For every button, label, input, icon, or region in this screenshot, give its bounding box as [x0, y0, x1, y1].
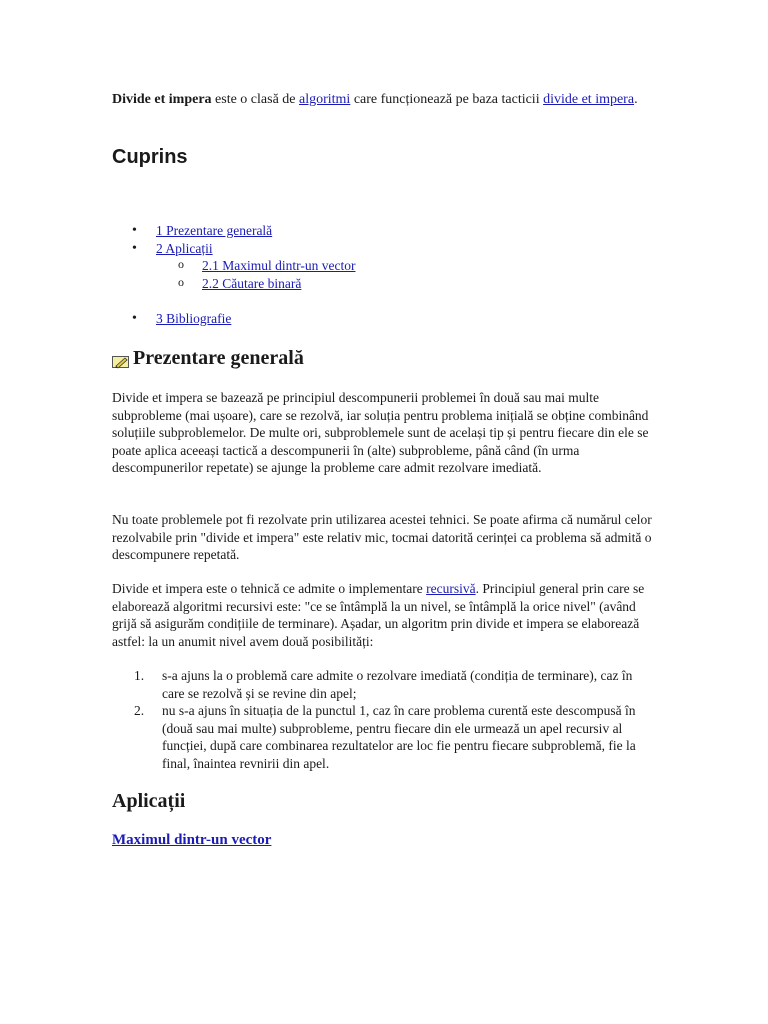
toc-item — [112, 222, 355, 240]
list-item — [112, 667, 652, 702]
list-item — [112, 702, 652, 772]
section-title-prezentare: Prezentare generală — [133, 347, 304, 369]
paragraph-1: Divide et impera se bazează pe principiul descompunerii problemei în două sau mai multe subprobleme (mai ușoare), care se rezolvă, iar soluția pentru problema inițială se obține combinând soluțiile subproblemelor. De multe ori, subproblemele sunt de același tip și pentru fiecare din ele se poate aplica aceeași tactică a descompunerii în (alte) subprobleme, până când (în urma descompunerilor repetate) se ajunge la probleme care admit rezolvare imediată. — [112, 390, 649, 475]
list-item-text: s-a ajuns la o problemă care admite o rezolvare imediată (condiția de terminare), caz în care se rezolvă și se revine din apel; — [162, 668, 633, 701]
toc-subitem — [112, 275, 355, 293]
toc-link-aplicatii[interactable]: 2 Aplicații — [156, 240, 213, 256]
edit-pencil-icon[interactable] — [112, 352, 130, 366]
subsection-link-maximul[interactable]: Maximul dintr-un vector — [112, 832, 272, 848]
intro-term: Divide et impera — [112, 92, 212, 107]
intro-text-3: . — [634, 92, 638, 107]
toc-item — [112, 310, 355, 328]
toc-link-prezentare[interactable]: 1 Prezentare generală — [156, 223, 273, 238]
toc-link-bibliografie[interactable]: 3 Bibliografie — [156, 311, 232, 326]
paragraph-3-text-b: . Principiul general prin care se elaborează algoritmi recursivi este: "ce se întâmplă la un nivel, se întâmplă la orice nivel" (având grijă să asigurăm condițiile de terminare). Așadar, un algoritm prin divide et impera se elaborează astfel: la un anumit nivel avem două posibilități: — [112, 581, 645, 649]
paragraph-3 — [112, 580, 652, 650]
link-recursiva[interactable]: recursivă — [426, 581, 476, 596]
ordered-list — [112, 667, 652, 772]
list-item-text: nu s-a ajuns în situația de la punctul 1, caz în care problema curentă este descompusă în (două sau mai multe) subprobleme, pentru fiecare din ele urmează un apel recursiv al funcției, după care combinarea rezultatelor are loc fie pentru fiecare subproblemă, fie la final, înaintea revnirii din apel. — [162, 703, 636, 771]
table-of-contents — [112, 222, 355, 328]
intro-paragraph — [112, 91, 652, 108]
paragraph-3-text-a: Divide et impera este o tehnică ce admite o implementare — [112, 581, 427, 596]
list-item-number: 2. — [134, 703, 145, 718]
intro-text-1: este o clasă de — [211, 92, 299, 107]
intro-text-2: care funcționează pe baza tacticii — [350, 92, 544, 107]
link-divide-et-impera[interactable]: divide et impera — [543, 92, 635, 107]
toc-heading: Cuprins — [112, 146, 188, 168]
paragraph-2: Nu toate problemele pot fi rezolvate prin utilizarea acestei tehnici. Se poate afirma că numărul celor rezolvabile prin "divide et impera" este relativ mic, tocmai datorită cerinței ca problema să admită o descompunere repetată. — [112, 512, 652, 562]
toc-item — [112, 240, 355, 258]
list-item-number: 1. — [134, 668, 145, 683]
toc-link-cautare-binara[interactable]: 2.2 Căutare binară — [202, 275, 302, 291]
toc-link-maximul[interactable]: 2.1 Maximul dintr-un vector — [202, 258, 356, 273]
section-heading-prezentare — [112, 347, 304, 370]
section-heading-aplicatii: Aplicații — [112, 790, 186, 812]
toc-subitem — [112, 257, 355, 275]
link-algoritmi[interactable]: algoritmi — [299, 92, 351, 107]
